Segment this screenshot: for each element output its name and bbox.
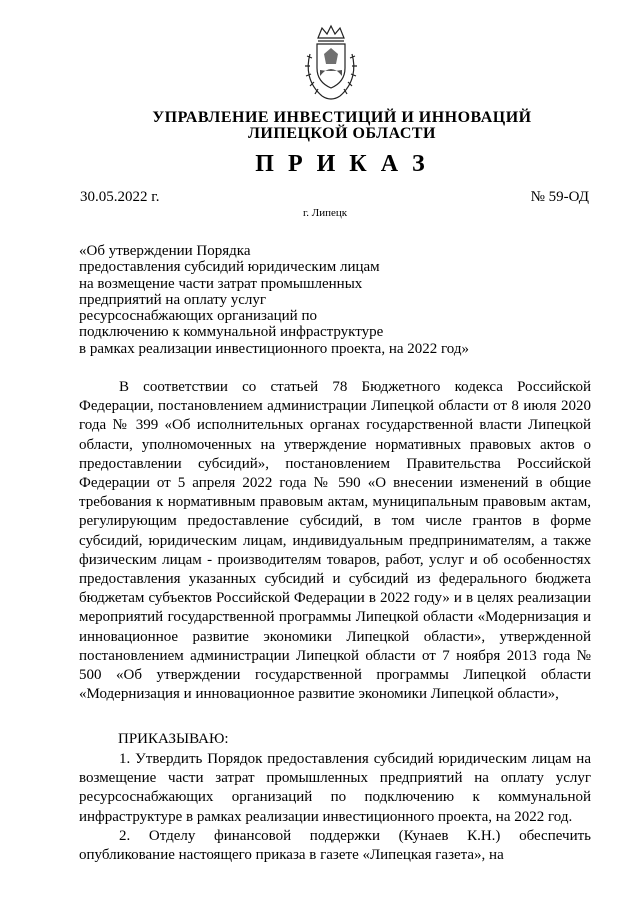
- subject-line: предоставления субсидий юридическим лицам: [79, 259, 380, 276]
- subject-line: «Об утверждении Порядка: [79, 243, 251, 259]
- subject-line: в рамках реализации инвестиционного проекта, на 2022 год»: [79, 340, 469, 357]
- order-word: ПРИКАЗЫВАЮ:: [118, 731, 229, 747]
- coat-of-arms-emblem: [300, 24, 362, 104]
- document-date: 30.05.2022 г.: [80, 189, 160, 205]
- document-subject: [79, 243, 469, 357]
- subject-line: подключению к коммунальной инфраструктуре: [79, 324, 384, 341]
- organization-name: УПРАВЛЕНИЕ ИНВЕСТИЦИЙ И ИННОВАЦИЙ: [152, 109, 532, 126]
- subject-line: ресурсоснабжающих организаций по: [79, 308, 317, 325]
- document-title: П Р И К А З: [255, 151, 429, 177]
- order-item-1: 1. Утвердить Порядок предоставления субсидий юридическим лицам на возмещение части затрат промышленных предприятий на оплату услуг ресурсоснабжающих организаций по подключению к коммунальной инфраструктуре в рамках реализации инвестиционного проекта, на 2022 год.: [79, 751, 591, 825]
- organization-region: ЛИПЕЦКОЙ ОБЛАСТИ: [248, 125, 436, 142]
- document-city: г. Липецк: [303, 207, 348, 219]
- order-item-2: 2. Отделу финансовой поддержки (Кунаев К.Н.) обеспечить опубликование настоящего приказа в газете «Липецкая газета», на: [79, 828, 591, 864]
- document-number: № 59-ОД: [530, 189, 589, 205]
- preamble-paragraph: В соответствии со статьей 78 Бюджетного кодекса Российской Федерации, постановлением администрации Липецкой области от 8 июля 2020 года № 399 «Об исполнительных органах государственной власти Липецкой области, уполномоченных на утверждение нормативных правовых актов о предоставлении субсидий», постановлением Правительства Российской Федерации от 5 апреля 2022 года № 590 «О внесении изменений в общие требования к нормативным правовым актам, муниципальным правовым актам, регулирующим предоставление субсидий, в том числе грантов в форме субсидий, юридическим лицам, индивидуальным предпринимателям, а также физическим лицам - производителям товаров, работ, услуг и об особенностях предоставления указанных субсидий и субсидий из федерального бюджета бюджетам субъектов Российской Федерации в 2022 году» и в целях реализации мероприятий государственной программы Липецкой области «Модернизация и инновационное развитие экономики Липецкой области», утвержденной постановлением администрации Липецкой области от 7 ноября 2013 года № 500 «Об утверждении государственной программы Липецкой области «Модернизация и инновационное развитие экономики Липецкой области»,: [79, 379, 591, 703]
- subject-line: на возмещение части затрат промышленных: [79, 275, 363, 292]
- subject-line: предприятий на оплату услуг: [79, 291, 267, 308]
